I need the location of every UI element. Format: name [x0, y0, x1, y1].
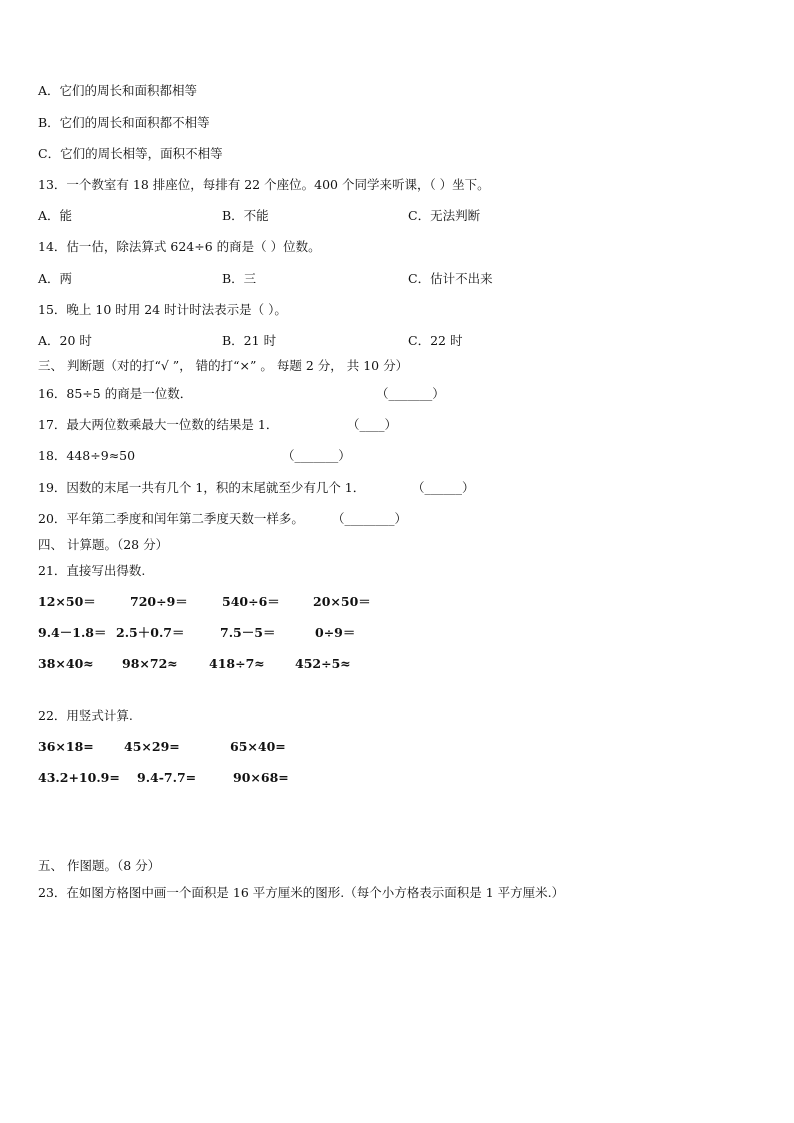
q14-option-b: B．三: [222, 271, 257, 286]
q14-option-c: C．估计不出来: [408, 271, 493, 286]
q18-answer-blank[interactable]: （_______）: [282, 448, 351, 463]
q17-text: 17．最大两位数乘最大一位数的结果是 1．: [38, 417, 279, 432]
q21-title: 21．直接写出得数.: [38, 563, 146, 578]
q15-stem: 15．晚上 10 时用 24 时计时法表示是（ ）。: [38, 302, 287, 317]
q22-r2-c2: 9.4-7.7=: [137, 770, 197, 785]
section5-heading: 五、 作图题。（8 分）: [38, 858, 161, 873]
q13-option-b: B．不能: [222, 208, 269, 223]
q15-option-c: C．22 时: [408, 333, 463, 348]
q21-r2-c2: 2.5＋0.7＝: [116, 625, 185, 640]
q22-r1-c1: 36×18=: [38, 739, 94, 754]
q12-option-c: C．它们的周长相等，面积不相等: [38, 146, 223, 161]
q21-r2-c3: 7.5－5＝: [220, 625, 276, 640]
q19-text: 19．因数的末尾一共有几个 1，积的末尾就至少有几个 1．: [38, 480, 366, 495]
q21-r3-c3: 418÷7≈: [209, 656, 265, 671]
q12-option-a: A．它们的周长和面积都相等: [38, 83, 198, 98]
q21-r2-c1: 9.4－1.8＝: [38, 625, 107, 640]
q22-r2-c1: 43.2+10.9=: [38, 770, 120, 785]
q13-option-c: C．无法判断: [408, 208, 481, 223]
q23-text: 23．在如图方格图中画一个面积是 16 平方厘米的图形.（每个小方格表示面积是 1 平方厘米.）: [38, 885, 565, 900]
q16-answer-blank[interactable]: （_______）: [376, 386, 445, 401]
q21-r3-c2: 98×72≈: [122, 656, 178, 671]
q21-r3-c4: 452÷5≈: [295, 656, 351, 671]
q18-text: 18．448÷9≈50: [38, 448, 136, 463]
q21-r1-c2: 720÷9＝: [130, 594, 188, 609]
q14-option-a: A．两: [38, 271, 73, 286]
q22-r2-c3: 90×68=: [233, 770, 289, 785]
q17-answer-blank[interactable]: （____）: [347, 417, 398, 432]
section4-heading: 四、 计算题。（28 分）: [38, 537, 169, 552]
q21-r2-c4: 0÷9＝: [315, 625, 356, 640]
section3-heading: 三、 判断题（对的打“√ ”， 错的打“×” 。 每题 2 分， 共 10 分）: [38, 358, 409, 373]
q16-text: 16．85÷5 的商是一位数．: [38, 386, 193, 401]
q20-text: 20．平年第二季度和闰年第二季度天数一样多。: [38, 511, 304, 526]
q22-r1-c2: 45×29=: [124, 739, 180, 754]
q14-stem: 14．估一估，除法算式 624÷6 的商是（ ）位数。: [38, 239, 321, 254]
q13-option-a: A．能: [38, 208, 73, 223]
q22-title: 22．用竖式计算.: [38, 708, 133, 723]
q21-r1-c4: 20×50＝: [313, 594, 371, 609]
q12-option-b: B．它们的周长和面积都不相等: [38, 115, 210, 130]
q22-r1-c3: 65×40=: [230, 739, 286, 754]
q21-r3-c1: 38×40≈: [38, 656, 94, 671]
q21-r1-c1: 12×50＝: [38, 594, 96, 609]
q15-option-a: A．20 时: [38, 333, 92, 348]
q20-answer-blank[interactable]: （________）: [332, 511, 408, 526]
q21-r1-c3: 540÷6＝: [222, 594, 280, 609]
q15-option-b: B．21 时: [222, 333, 277, 348]
q13-stem: 13．一个教室有 18 排座位，每排有 22 个座位。400 个同学来听课，（ ）坐下。: [38, 177, 490, 192]
q19-answer-blank[interactable]: （______）: [412, 480, 475, 495]
